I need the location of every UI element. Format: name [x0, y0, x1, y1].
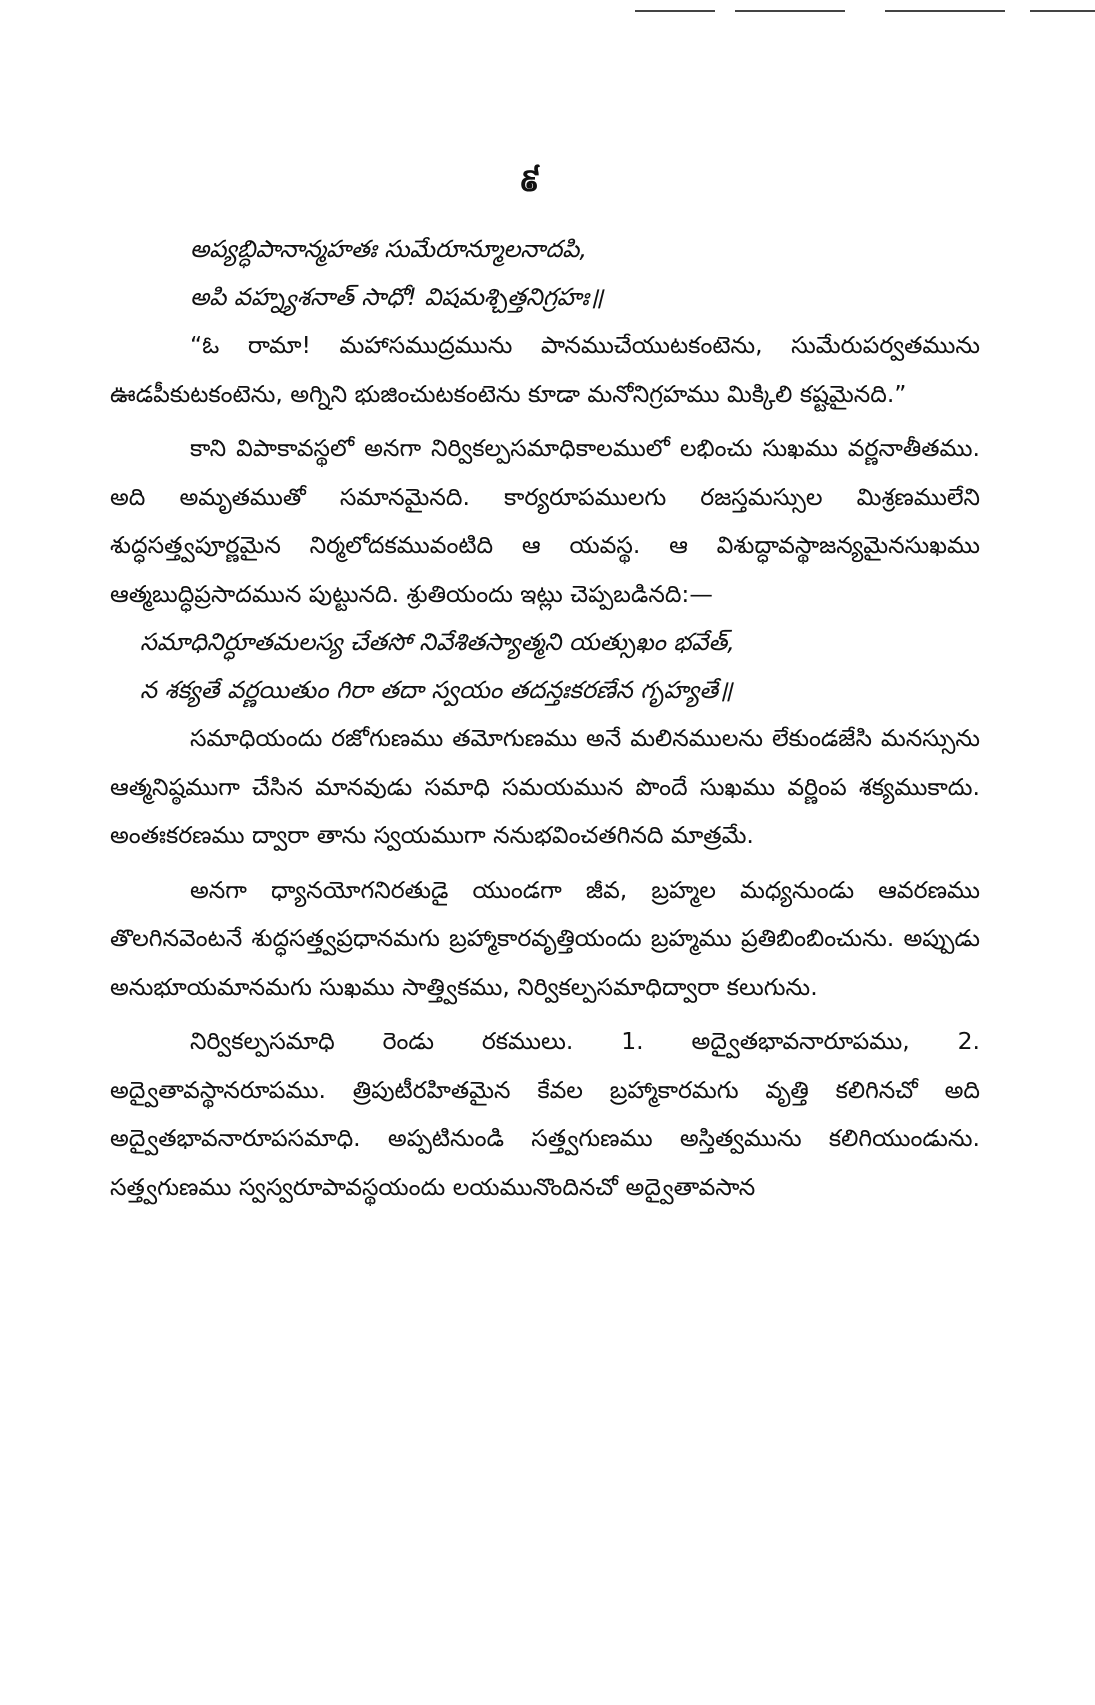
top-rule [1030, 10, 1095, 12]
top-rule [885, 10, 1005, 12]
paragraph-dhyana: అనగా ధ్యానయోగనిరతుడై యుండగా జీవ, బ్రహ్మల మధ్యనుండు ఆవరణము తొలగినవెంటనే శుద్ధసత్త్వప్రధానమగు బ్రహ్మాకారవృత్తియందు బ్రహ్మము ప్రతిబింబించును. అప్పుడు అనుభూయమానమగు సుఖము సాత్త్వికము, నిర్వికల్పసమాధిద్వారా కలుగును. [110, 875, 980, 1001]
paragraph-vipaka: కాని విపాకావస్థలో అనగా నిర్వికల్పసమాధికాలములో లభించు సుఖము వర్ణనాతీతము. అది అమృతముతో సమానమైనది. కార్యరూపములగు రజస్తమస్సుల మిశ్రణములేని శుద్ధసత్త్వపూర్ణమైన నిర్మలోదకమువంటిది ఆ యవస్థ. ఆ విశుద్ధావస్థాజన్యమైనసుఖము ఆత్మబుద్ధిప్రసాదమున పుట్టునది. శ్రుతియందు ఇట్లు చెప్పబడినది:— [110, 434, 980, 608]
sanskrit-verse-1 [110, 225, 980, 321]
paragraph-nirvikalpa: నిర్వికల్పసమాధి రెండు రకములు. 1. అద్వైతభావనారూపము, 2. అద్వైతావస్థానరూపము. త్రిపుటీరహితమైన కేవల బ్రహ్మాకారమగు వృత్తి కలిగినచో అది అద్వైతభావనారూపసమాధి. అప్పటినుండి సత్త్వగుణము అస్తిత్వమును కలిగియుండును. సత్త్వగుణము స్వస్వరూపావస్థయందు లయమునొందినచో అద్వైతావసాన [110, 1027, 980, 1201]
paragraph-samadhi: సమాధియందు రజోగుణము తమోగుణము అనే మలినములను లేకుండజేసి మనస్సును ఆత్మనిష్ఠముగా చేసిన మానవుడు సమాధి సమయమున పొందే సుఖము వర్ణింప శక్యముకాదు. అంతఃకరణము ద్వారా తాను స్వయముగా ననుభవించతగినది మాత్రమే. [110, 724, 980, 849]
verse-line: సమాధినిర్ధూతమలస్య చేతసో నివేశితస్యాత్మని యత్సుఖం భవేత్, [140, 628, 735, 656]
sanskrit-verse-2 [110, 618, 980, 714]
page-number: ៩ [518, 161, 542, 199]
verse-line: న శక్యతే వర్ణయితుం గిరా తదా స్వయం తదన్తఃకరణేన గృహ్యతే॥ [140, 676, 733, 704]
verse-line: అప్యబ్ధిపానాన్మహతః సుమేరూన్మూలనాదపి, [190, 235, 588, 263]
top-rule [635, 10, 715, 12]
verse-line: అపి వహ్న్యశనాత్ సాధో! విషమశ్చిత్తనిగ్రహః॥ [190, 283, 604, 311]
top-edge-rules [635, 8, 1095, 18]
top-rule [735, 10, 845, 12]
page-content [110, 225, 980, 1211]
paragraph-translation: “ఓ రామా! మహాసముద్రమును పానముచేయుటకంటెను, సుమేరుపర్వతమును ఊడపీకుటకంటెను, అగ్నిని భుజించుటకంటెను కూడా మనోనిగ్రహము మిక్కిలి కష్టమైనది.” [110, 331, 980, 408]
